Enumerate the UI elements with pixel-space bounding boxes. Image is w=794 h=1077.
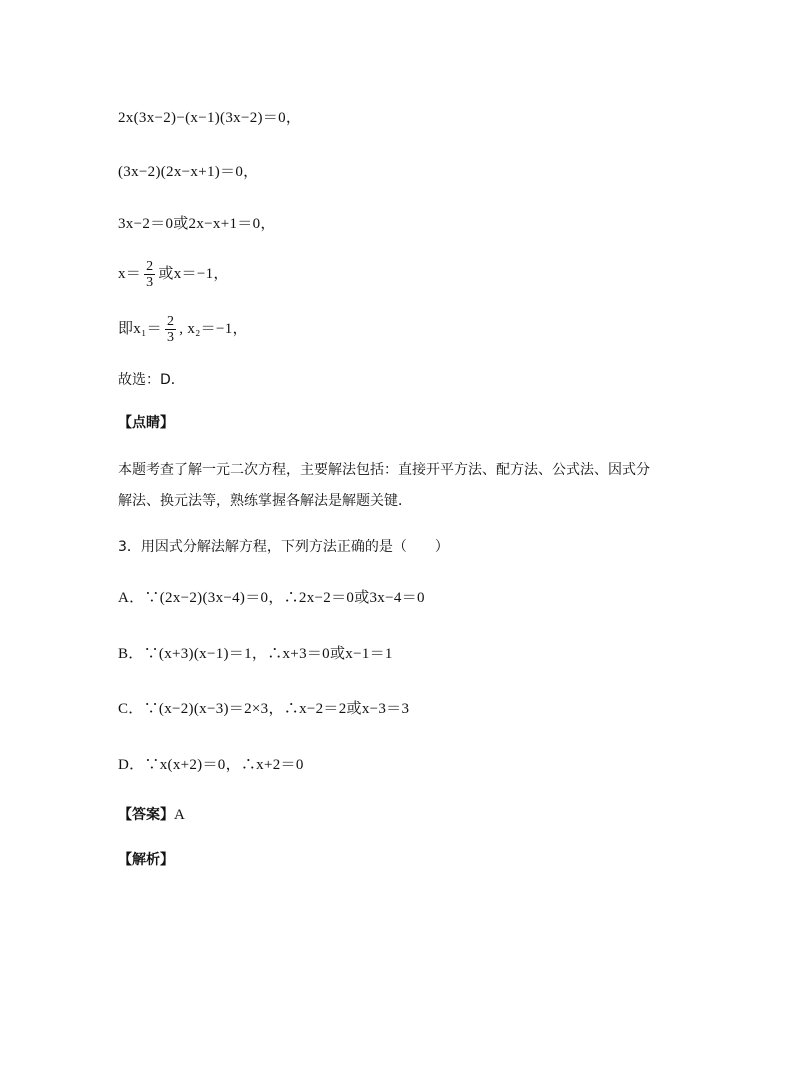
equation-line-2: (3x−2)(2x−x+1)＝0， (118, 164, 259, 180)
answer-label: 【答案】 (118, 807, 174, 823)
question-stem: 3．用因式分解法解方程，下列方法正确的是（ ） (118, 539, 449, 555)
fraction-numerator: 2 (146, 259, 154, 274)
fraction-numerator-2: 2 (166, 314, 175, 329)
conclusion-line: 故选：D． (118, 372, 185, 388)
equation-4-prefix: x＝ (118, 265, 142, 282)
equation-line-3: 3x−2＝0或2x−x+1＝0， (118, 216, 276, 232)
dianjing-text-line-2: 解法、换元法等，熟练掌握各解法是解题关键． (118, 493, 412, 509)
option-c: C．∵(x−2)(x−3)＝2×3，∴x−2＝2或x−3＝3 (118, 701, 410, 717)
dianjing-heading: 【点睛】 (118, 415, 174, 431)
option-a: A．∵(2x−2)(3x−4)＝0，∴2x−2＝0或3x−4＝0 (118, 590, 425, 606)
equation-line-5 (118, 314, 248, 345)
fraction-two-thirds (144, 259, 155, 290)
equation-4-suffix: 或x＝−1， (158, 265, 229, 282)
option-d: D．∵x(x+2)＝0，∴x+2＝0 (118, 757, 304, 773)
answer-line (118, 805, 185, 825)
answer-value: A (174, 807, 186, 823)
fraction-denominator: 3 (146, 275, 154, 290)
equation-5-suffix: , x₂＝−1， (179, 320, 248, 337)
dianjing-text-line-1: 本题考查了解一元二次方程，主要解法包括：直接开平方法、配方法、公式法、因式分 (118, 462, 650, 478)
equation-line-4 (118, 259, 229, 290)
fraction-two-thirds-2 (165, 314, 176, 345)
option-b: B．∵(x+3)(x−1)＝1，∴x+3＝0或x−1＝1 (118, 646, 393, 662)
fraction-denominator-2: 3 (166, 330, 175, 345)
equation-5-prefix: 即x₁＝ (118, 320, 162, 337)
equation-line-1: 2x(3x−2)−(x−1)(3x−2)＝0， (118, 110, 302, 126)
analysis-heading: 【解析】 (118, 852, 174, 868)
